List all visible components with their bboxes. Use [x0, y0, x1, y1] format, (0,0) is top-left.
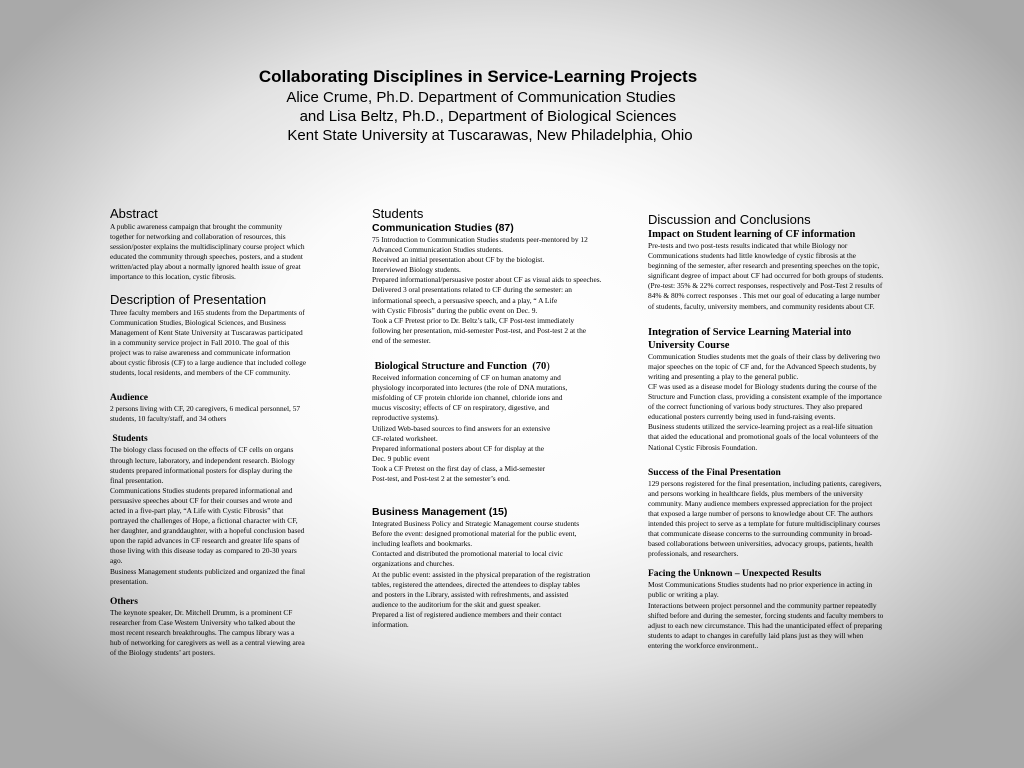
biology-heading — [372, 360, 640, 373]
facing-text: Most Communications Studies students had no prior experience in acting in public or writing a play. Interactions between project personnel and the community partner repeatedly shifted before and during the semester, forcing students and faculty members to adjust to each new circumstance. This had the unanticipated effect of preparing students to adapt to changes in carefully laid plans just as they will when entering the workforce environment.. — [648, 580, 884, 650]
success-heading: Success of the Final Presentation — [648, 467, 781, 478]
success-text: 129 persons registered for the final presentation, including patients, caregivers, and persons working in healthcare fields, plus members of the university community. Many audience members expressed appreciation for the project that exposed a large number of persons to knowledge about CF. The authors intended this project to serve as a template for future multidisciplinary courses that communicate disease concerns to the surrounding community in broad- based collaborations between universities, advocacy groups, patients, health professionals, and researchers. — [648, 478, 882, 559]
audience-heading: Audience — [110, 393, 148, 404]
author-line-1: Alice Crume, Ph.D. Department of Communication Studies — [286, 89, 676, 106]
facing-heading: Facing the Unknown – Unexpected Results — [648, 569, 822, 580]
others-text: The keynote speaker, Dr. Mitchell Drumm, is a prominent CF researcher from Case Western University who talked about the most recent research breakthroughs. The campus library was a hub of networking for caregivers as well as a central viewing area of the Biology students’ art posters. — [110, 607, 305, 658]
communication-studies-text: 75 Introduction to Communication Studies students peer-mentored by 12 Advanced Communication Studies students. Received an initial presentation about CF by the biologist. Interviewed Biology students. Prepared informational/persuasive poster about CF as visual aids to speeches. Delivered 3 oral presentations related to CF during the semester: an informational speech, a persuasive speech, and a play, “ A Life with Cystic Fibrosis” during the public event on Dec. 9. Took a CF Pretest prior to Dr. Beltz’s talk, CF Post-test immediately following her presentation, mid-semester Post-test, and Post-test 2 at the end of the semester. — [372, 235, 602, 345]
students-text: The biology class focused on the effects of CF cells on organs through lecture, laboratory, and independent research. Biology students prepared informational posters for display during the final presentation. Communications Studies students prepared informational and persuasive speeches about CF for their courses and wrote and acted in a five-part play, “A Life with Cystic Fibrosis” that portrayed the challenges of Hope, a fictional character with CF, her daughter, and granddaughter, with a hopeful conclusion based upon the rapid advances in CF research and greater life spans of those living with this disease today as compared to 20-30 years ago. Business Management students publicized and organized the final presentation. — [110, 445, 306, 586]
biology-heading-tail: ) — [546, 361, 550, 373]
left-column — [110, 206, 342, 658]
communication-studies-heading: Communication Studies (87) — [372, 222, 514, 234]
biology-heading-label: Biological Structure and Function (70 — [372, 361, 547, 373]
poster-title: Collaborating Disciplines in Service-Learning Projects — [258, 67, 698, 86]
description-heading: Description of Presentation — [110, 291, 267, 307]
abstract-text: A public awareness campaign that brought the community together for networking and collaboration of resources, this session/poster explains the multidisciplinary course project which educated the community through speeches, posters, and a student written/acted play about a normally ignored health issue of great importance to this location, cystic fibrosis. — [110, 222, 305, 282]
right-column — [648, 212, 928, 651]
impact-heading: Impact on Student learning of CF information — [648, 229, 856, 240]
integration-text: Communication Studies students met the goals of their class by delivering two major speeches on the topic of CF and, for the Advanced Speech students, by writing and presenting a play to the general public. CF was used as a disease model for Biology students during the course of the Structure and Function class, providing a consistent example of the importance of the correct functioning of various body structures. They also prepared educational posters currently being used in fund-raising events. Business students utilized the service-learning project as a real-life situation that aided the educational and promotional goals of the local volunteers of the National Cystic Fibrosis Foundation. — [648, 351, 882, 452]
poster-header — [0, 66, 1024, 145]
business-text: Integrated Business Policy and Strategic Management course students Before the event: designed promotional material for the public event, including leaflets and bookmarks. Contacted and distributed the promotional material to local civic organizations and churches. At the public event: assisted in the physical preparation of the registration tables, registered the attendees, directed the attendees to display tables and posters in the Library, assisted with refreshments, and assisted audience to the auditorium for the skit and guest speaker. Prepared a list of registered audience members and their contact information. — [372, 519, 591, 629]
impact-text: Pre-tests and two post-tests results indicated that while Biology nor Communications students had little knowledge of cystic fibrosis at the beginning of the semester, after research and presenting speeches on the topic, significant degree of impact about CF had occurred for both groups of students. (Pre-test: 35% & 22% correct responses, respectively and Post-Test 2 results of 84% & 80% correct responses . This met our goal of educating a large number of students, faculty, university members, and community residents about CF. — [648, 241, 884, 311]
abstract-heading: Abstract — [110, 206, 158, 221]
author-line-2: and Lisa Beltz, Ph.D., Department of Biological Sciences — [299, 108, 677, 125]
biology-text: Received information concerning of CF on human anatomy and physiology incorporated into lectures (the role of DNA mutations, misfolding of CF protein chloride ion channel, chloride ions and mucus viscosity; effects of CF on respiratory, digestive, and reproductive systems). Utilized Web-based sources to find answers for an extensive CF-related worksheet. Prepared informational posters about CF for display at the Dec. 9 public event Took a CF Pretest on the first day of class, a Mid-semester Post-test, and Post-test 2 at the semester’s end. — [372, 373, 568, 483]
audience-text: 2 persons living with CF, 20 caregivers, 6 medical personnel, 57 students, 10 faculty/staff, and 34 others — [110, 404, 301, 424]
discussion-heading: Discussion and Conclusions — [648, 212, 811, 227]
students-heading: Students — [110, 434, 148, 445]
description-text: Three faculty members and 165 students from the Departments of Communication Studies, Biological Sciences, and Business Management of Kent State University at Tuscarawas participated in a community service project in Fall 2010. The goal of this project was to raise awareness and communicate information about cystic fibrosis (CF) to a large audience that included college students, local residents, and members of the CF community. — [110, 307, 307, 378]
institution-line: Kent State University at Tuscarawas, New Philadelphia, Ohio — [287, 127, 693, 144]
business-heading: Business Management (15) — [372, 506, 508, 519]
others-heading: Others — [110, 596, 138, 607]
middle-column — [372, 206, 640, 630]
students-section-heading: Students — [372, 206, 424, 221]
integration-heading: Integration of Service Learning Material into University Course — [648, 326, 852, 351]
